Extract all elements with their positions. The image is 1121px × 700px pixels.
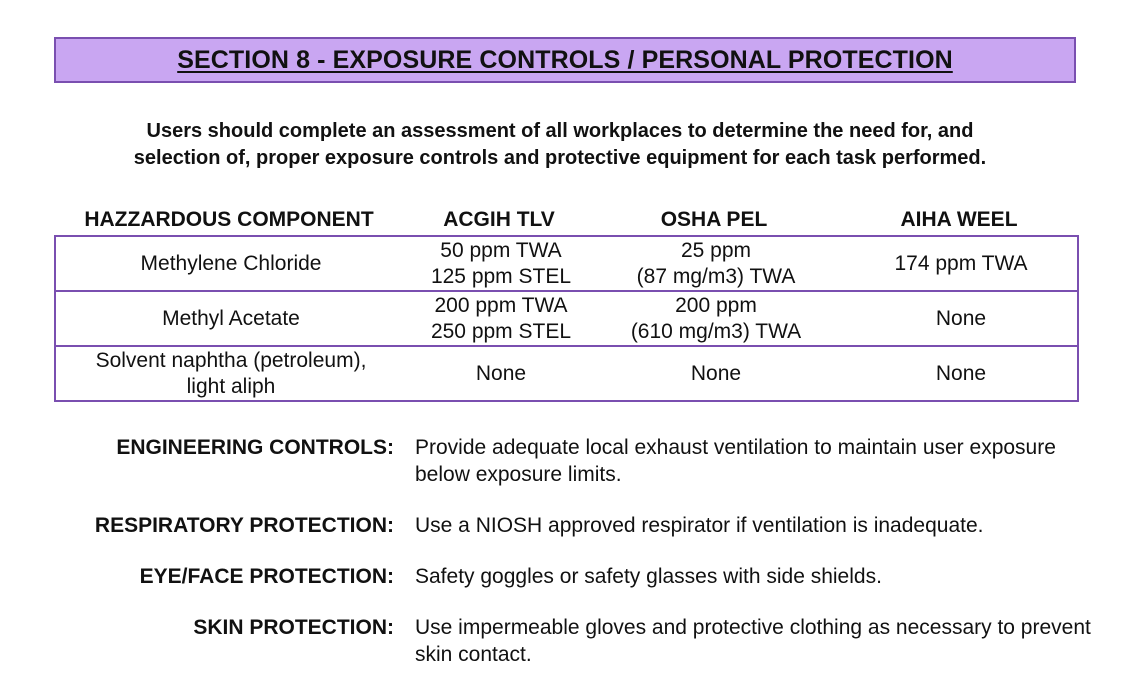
column-header-osha: OSHA PEL	[660, 208, 768, 231]
control-label: ENGINEERING CONTROLS:	[116, 436, 394, 459]
cell-text: 250 ppm STEL	[430, 319, 572, 343]
control-eye-face	[0, 563, 1121, 590]
column-header-aiha: AIHA WEEL	[900, 208, 1018, 231]
cell-text: 200 ppm TWA	[434, 293, 568, 317]
cell-acgih	[396, 237, 606, 290]
column-header-component: HAZZARDOUS COMPONENT	[84, 208, 374, 231]
cell-text: None	[935, 361, 987, 385]
cell-aiha	[846, 237, 1076, 290]
cell-text: Solvent naphtha (petroleum),	[95, 348, 367, 372]
cell-text: Methylene Chloride	[140, 251, 322, 275]
cell-text: 200 ppm	[675, 293, 757, 317]
cell-acgih	[396, 347, 606, 400]
column-header-acgih: ACGIH TLV	[443, 208, 555, 231]
cell-text: None	[690, 361, 742, 385]
cell-text: (87 mg/m3) TWA	[636, 264, 796, 288]
cell-text: Methyl Acetate	[162, 306, 300, 330]
table-row	[56, 347, 1077, 400]
cell-osha	[616, 292, 816, 345]
cell-text: (610 mg/m3) TWA	[630, 319, 802, 343]
control-text: Use a NIOSH approved respirator if ventilation is inadequate.	[415, 514, 984, 537]
cell-component	[56, 347, 406, 400]
section-title: SECTION 8 - EXPOSURE CONTROLS / PERSONAL PROTECTION	[177, 45, 953, 74]
intro-line-1: Users should complete an assessment of all workplaces to determine the need for, and	[146, 120, 974, 142]
table-row	[56, 292, 1077, 347]
cell-aiha	[846, 347, 1076, 400]
control-label: RESPIRATORY PROTECTION:	[94, 514, 394, 537]
cell-aiha	[846, 292, 1076, 345]
cell-text: 50 ppm TWA	[440, 238, 562, 262]
cell-text: 125 ppm STEL	[430, 264, 572, 288]
control-label: SKIN PROTECTION:	[193, 616, 394, 639]
intro-line-2: selection of, proper exposure controls and protective equipment for each task performed.	[133, 147, 987, 169]
cell-text: None	[475, 361, 527, 385]
table-row	[56, 237, 1077, 292]
cell-acgih	[396, 292, 606, 345]
cell-component	[56, 292, 406, 345]
protection-controls	[0, 434, 1121, 692]
cell-text: 174 ppm TWA	[894, 251, 1028, 275]
control-text: Use impermeable gloves and protective clothing as necessary to prevent skin contact.	[415, 616, 1091, 666]
table-column-headers	[54, 208, 1078, 236]
control-text: Safety goggles or safety glasses with side shields.	[415, 565, 882, 588]
intro-paragraph	[40, 118, 1080, 172]
cell-component	[56, 237, 406, 290]
section-header	[54, 37, 1076, 83]
control-skin	[0, 614, 1121, 668]
cell-osha	[616, 347, 816, 400]
cell-text: None	[935, 306, 987, 330]
control-text: Provide adequate local exhaust ventilation to maintain user exposure below exposure limits.	[415, 436, 1056, 486]
cell-text: 25 ppm	[680, 238, 752, 262]
cell-osha	[616, 237, 816, 290]
control-engineering	[0, 434, 1121, 488]
exposure-limits-table	[54, 235, 1079, 402]
control-label: EYE/FACE PROTECTION:	[139, 565, 394, 588]
control-respiratory	[0, 512, 1121, 539]
cell-text: light aliph	[186, 374, 276, 398]
